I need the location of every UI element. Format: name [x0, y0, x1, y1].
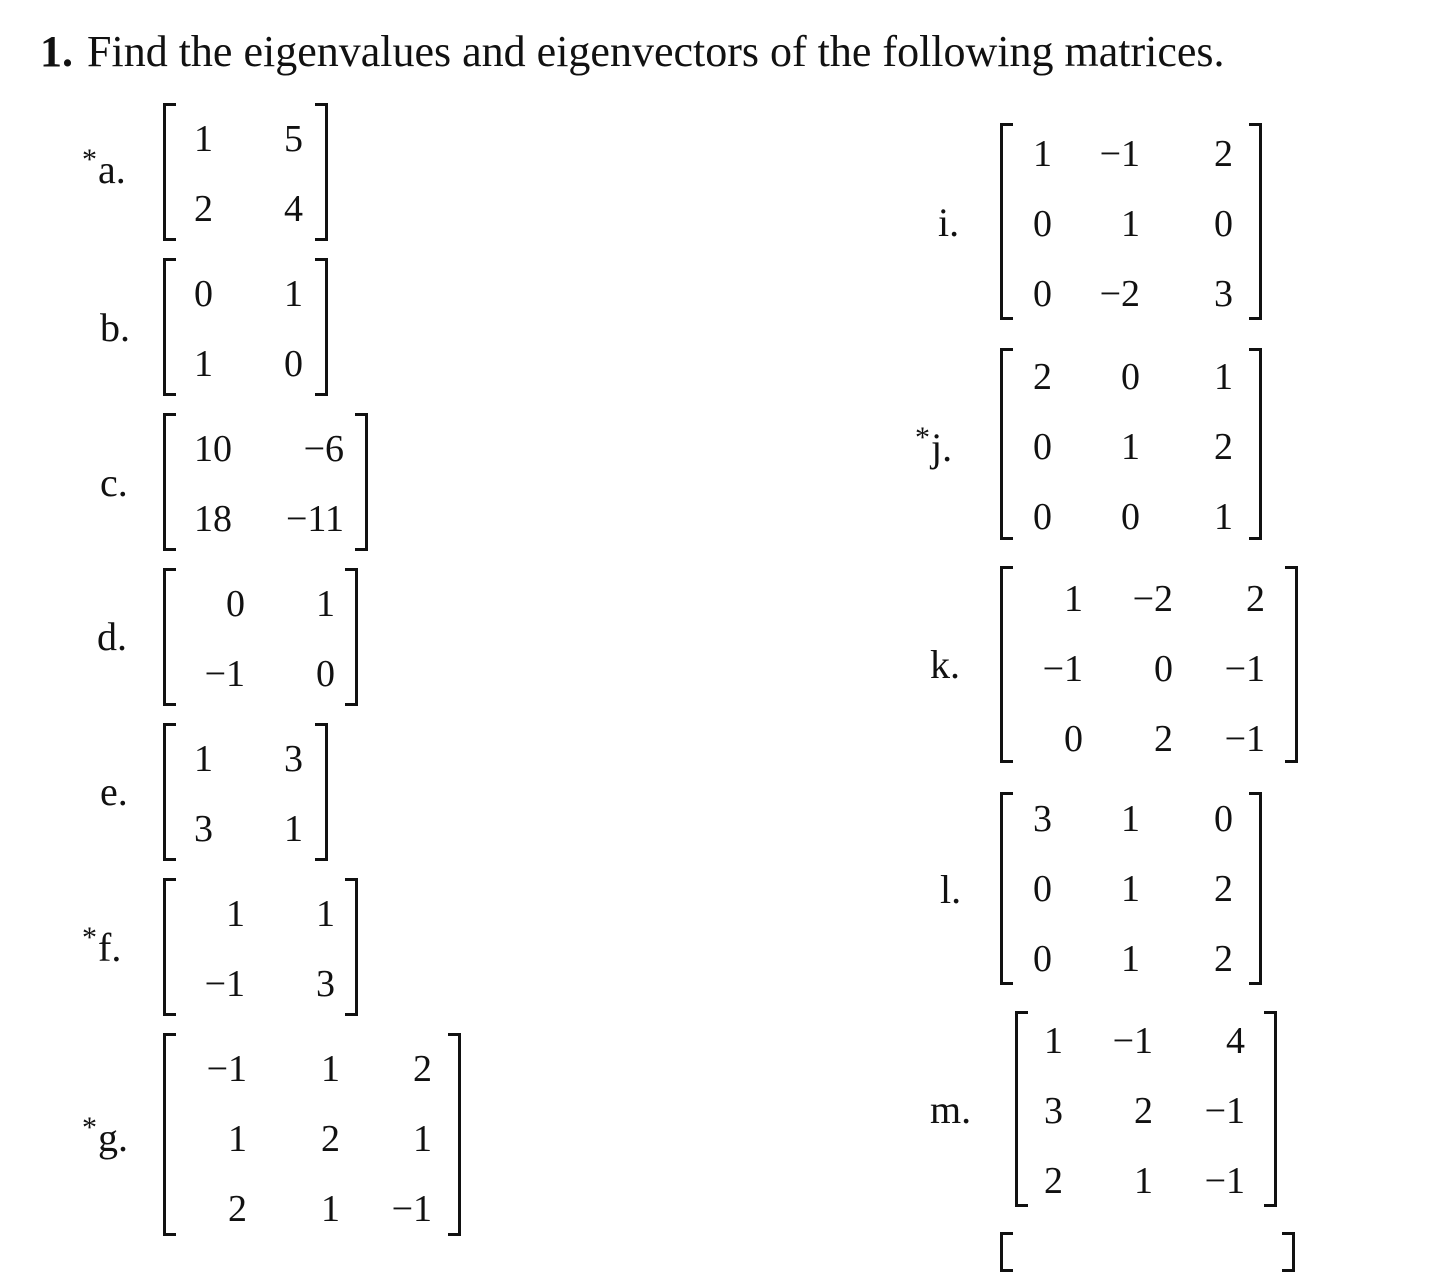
right-bracket [1249, 792, 1262, 985]
problem-number: 1. [40, 27, 73, 76]
problem-title [40, 27, 1225, 76]
left-bracket [163, 878, 176, 1016]
item-letter: m. [930, 1087, 972, 1132]
right-bracket [448, 1033, 461, 1236]
matrix-cell: 2 [1246, 578, 1265, 620]
matrix-cell: 1 [226, 893, 245, 935]
left-bracket [1000, 348, 1013, 540]
matrix-b [163, 258, 328, 396]
item-letter: i. [938, 200, 960, 245]
matrix-cell: 10 [194, 428, 232, 470]
matrix-cell: 1 [1214, 496, 1233, 538]
item-label-m [930, 1087, 972, 1132]
item-letter: j. [931, 425, 953, 470]
matrix-cell: 0 [1033, 203, 1052, 245]
matrix-cell: 3 [284, 738, 303, 780]
matrix-cell: −1 [1224, 648, 1265, 690]
right-bracket [1249, 123, 1262, 320]
matrix-cell: 1 [1121, 868, 1140, 910]
right-bracket [1264, 1011, 1277, 1207]
matrix-cell: 0 [194, 273, 213, 315]
matrix-cell: 1 [413, 1118, 432, 1160]
item-letter: f. [98, 925, 122, 970]
matrix-cell: 1 [1064, 578, 1083, 620]
matrix-cell: 0 [226, 583, 245, 625]
left-bracket [163, 103, 176, 241]
item-label-b [100, 305, 130, 350]
matrix-cell: 0 [1033, 496, 1052, 538]
matrix-cell: 0 [316, 653, 335, 695]
matrix-cell: 1 [194, 738, 213, 780]
right-bracket [315, 258, 328, 396]
item-letter: e. [100, 769, 128, 814]
left-bracket [163, 258, 176, 396]
item-label-e [100, 769, 128, 814]
matrix-cell: −11 [285, 498, 344, 540]
matrix-cell: −1 [204, 963, 245, 1005]
matrix-cell: 0 [1033, 938, 1052, 980]
item-letter: k. [930, 642, 960, 687]
matrix-a [163, 103, 328, 241]
item-label-j [915, 421, 953, 470]
matrix-cell: 1 [1121, 798, 1140, 840]
right-bracket [315, 103, 328, 241]
matrix-cell: 1 [321, 1048, 340, 1090]
item-letter: g. [98, 1115, 128, 1160]
matrix-cell: 2 [321, 1118, 340, 1160]
matrix-cell: 0 [1121, 496, 1140, 538]
matrix-cell: 1 [194, 343, 213, 385]
left-bracket [1000, 1232, 1013, 1272]
matrix-cell: −1 [391, 1188, 432, 1230]
matrix-cell: −1 [1042, 648, 1083, 690]
matrix-cell: 18 [194, 498, 232, 540]
item-label-l [940, 867, 962, 912]
matrix-cell: 0 [1033, 868, 1052, 910]
item-letter: c. [100, 460, 128, 505]
matrix-cell: 0 [1064, 718, 1083, 760]
matrix-cell: 1 [1134, 1160, 1153, 1202]
matrix-cell: 2 [1214, 938, 1233, 980]
matrix-cell: 0 [1033, 426, 1052, 468]
matrix-cell: −2 [1099, 273, 1140, 315]
matrix-cell: 2 [1154, 718, 1173, 760]
matrix-cell: 1 [228, 1118, 247, 1160]
matrix-cell: 1 [316, 583, 335, 625]
matrix-cell: 1 [1121, 426, 1140, 468]
matrix-cell: 2 [1214, 868, 1233, 910]
matrix-cell: 1 [321, 1188, 340, 1230]
matrix-cell: −2 [1132, 578, 1173, 620]
matrix-cell: −6 [303, 428, 344, 470]
problem-text: Find the eigenvalues and eigenvectors of the following matrices. [87, 27, 1225, 76]
left-bracket [1015, 1011, 1028, 1207]
item-label-d [97, 614, 127, 659]
right-bracket [345, 568, 358, 706]
right-bracket [1249, 348, 1262, 540]
matrix-cell: 1 [1033, 133, 1052, 175]
starred-marker: * [915, 421, 930, 454]
matrix-cell: 0 [1214, 798, 1233, 840]
matrix-cell: 1 [1121, 938, 1140, 980]
matrix-cell: 4 [284, 188, 303, 230]
matrix-cell: 2 [413, 1048, 432, 1090]
matrix-cell: 3 [1033, 798, 1052, 840]
matrix-cell: 3 [316, 963, 335, 1005]
starred-marker: * [82, 143, 97, 176]
item-label-a [82, 143, 126, 192]
matrix-cell: 3 [1214, 273, 1233, 315]
matrix-cell: −1 [1224, 718, 1265, 760]
matrix-cell: 1 [1121, 203, 1140, 245]
matrix-cell: 2 [194, 188, 213, 230]
matrix-e [163, 723, 328, 861]
right-bracket [1285, 566, 1298, 763]
matrix-cell: 2 [1134, 1090, 1153, 1132]
item-label-k [930, 642, 960, 687]
matrix-cell: 4 [1226, 1020, 1245, 1062]
left-bracket [1000, 566, 1013, 763]
left-bracket [1000, 792, 1013, 985]
matrix-cell: −1 [1112, 1020, 1153, 1062]
matrix-cell: 1 [1214, 356, 1233, 398]
right-bracket [345, 878, 358, 1016]
right-bracket [1282, 1232, 1295, 1272]
matrix-cell: 0 [1214, 203, 1233, 245]
matrix-cell: 2 [1044, 1160, 1063, 1202]
item-letter: l. [940, 867, 962, 912]
item-label-f [82, 921, 122, 970]
right-bracket [355, 413, 368, 551]
matrix-cell: 1 [1044, 1020, 1063, 1062]
item-letter: d. [97, 614, 127, 659]
starred-marker: * [82, 1111, 97, 1144]
matrix-cell: 1 [284, 273, 303, 315]
matrix-cell: 2 [1033, 356, 1052, 398]
left-bracket [163, 568, 176, 706]
matrix-cell: 0 [284, 343, 303, 385]
matrix-cell: 1 [284, 808, 303, 850]
matrix-cell: 5 [284, 118, 303, 160]
matrix-cell: −1 [1099, 133, 1140, 175]
item-label-g [82, 1111, 128, 1160]
left-bracket [163, 723, 176, 861]
left-bracket [1000, 123, 1013, 320]
matrix-cell: −1 [1204, 1090, 1245, 1132]
item-label-i [938, 200, 960, 245]
matrix-cutoff [1000, 1232, 1295, 1272]
left-bracket [163, 413, 176, 551]
matrix-cell: −1 [206, 1048, 247, 1090]
matrix-cell: 0 [1033, 273, 1052, 315]
matrix-cell: 3 [1044, 1090, 1063, 1132]
item-letter: b. [100, 305, 130, 350]
right-bracket [315, 723, 328, 861]
matrix-cell: 1 [316, 893, 335, 935]
item-label-c [100, 460, 128, 505]
matrix-cell: 2 [1214, 426, 1233, 468]
matrix-cell: 2 [228, 1188, 247, 1230]
matrix-cell: −1 [1204, 1160, 1245, 1202]
starred-marker: * [82, 921, 97, 954]
item-letter: a. [98, 147, 126, 192]
matrix-cell: 0 [1121, 356, 1140, 398]
matrix-cell: 0 [1154, 648, 1173, 690]
left-bracket [163, 1033, 176, 1236]
matrix-cell: 1 [194, 118, 213, 160]
matrix-cell: 3 [194, 808, 213, 850]
matrix-cell: 2 [1214, 133, 1233, 175]
matrix-cell: −1 [204, 653, 245, 695]
